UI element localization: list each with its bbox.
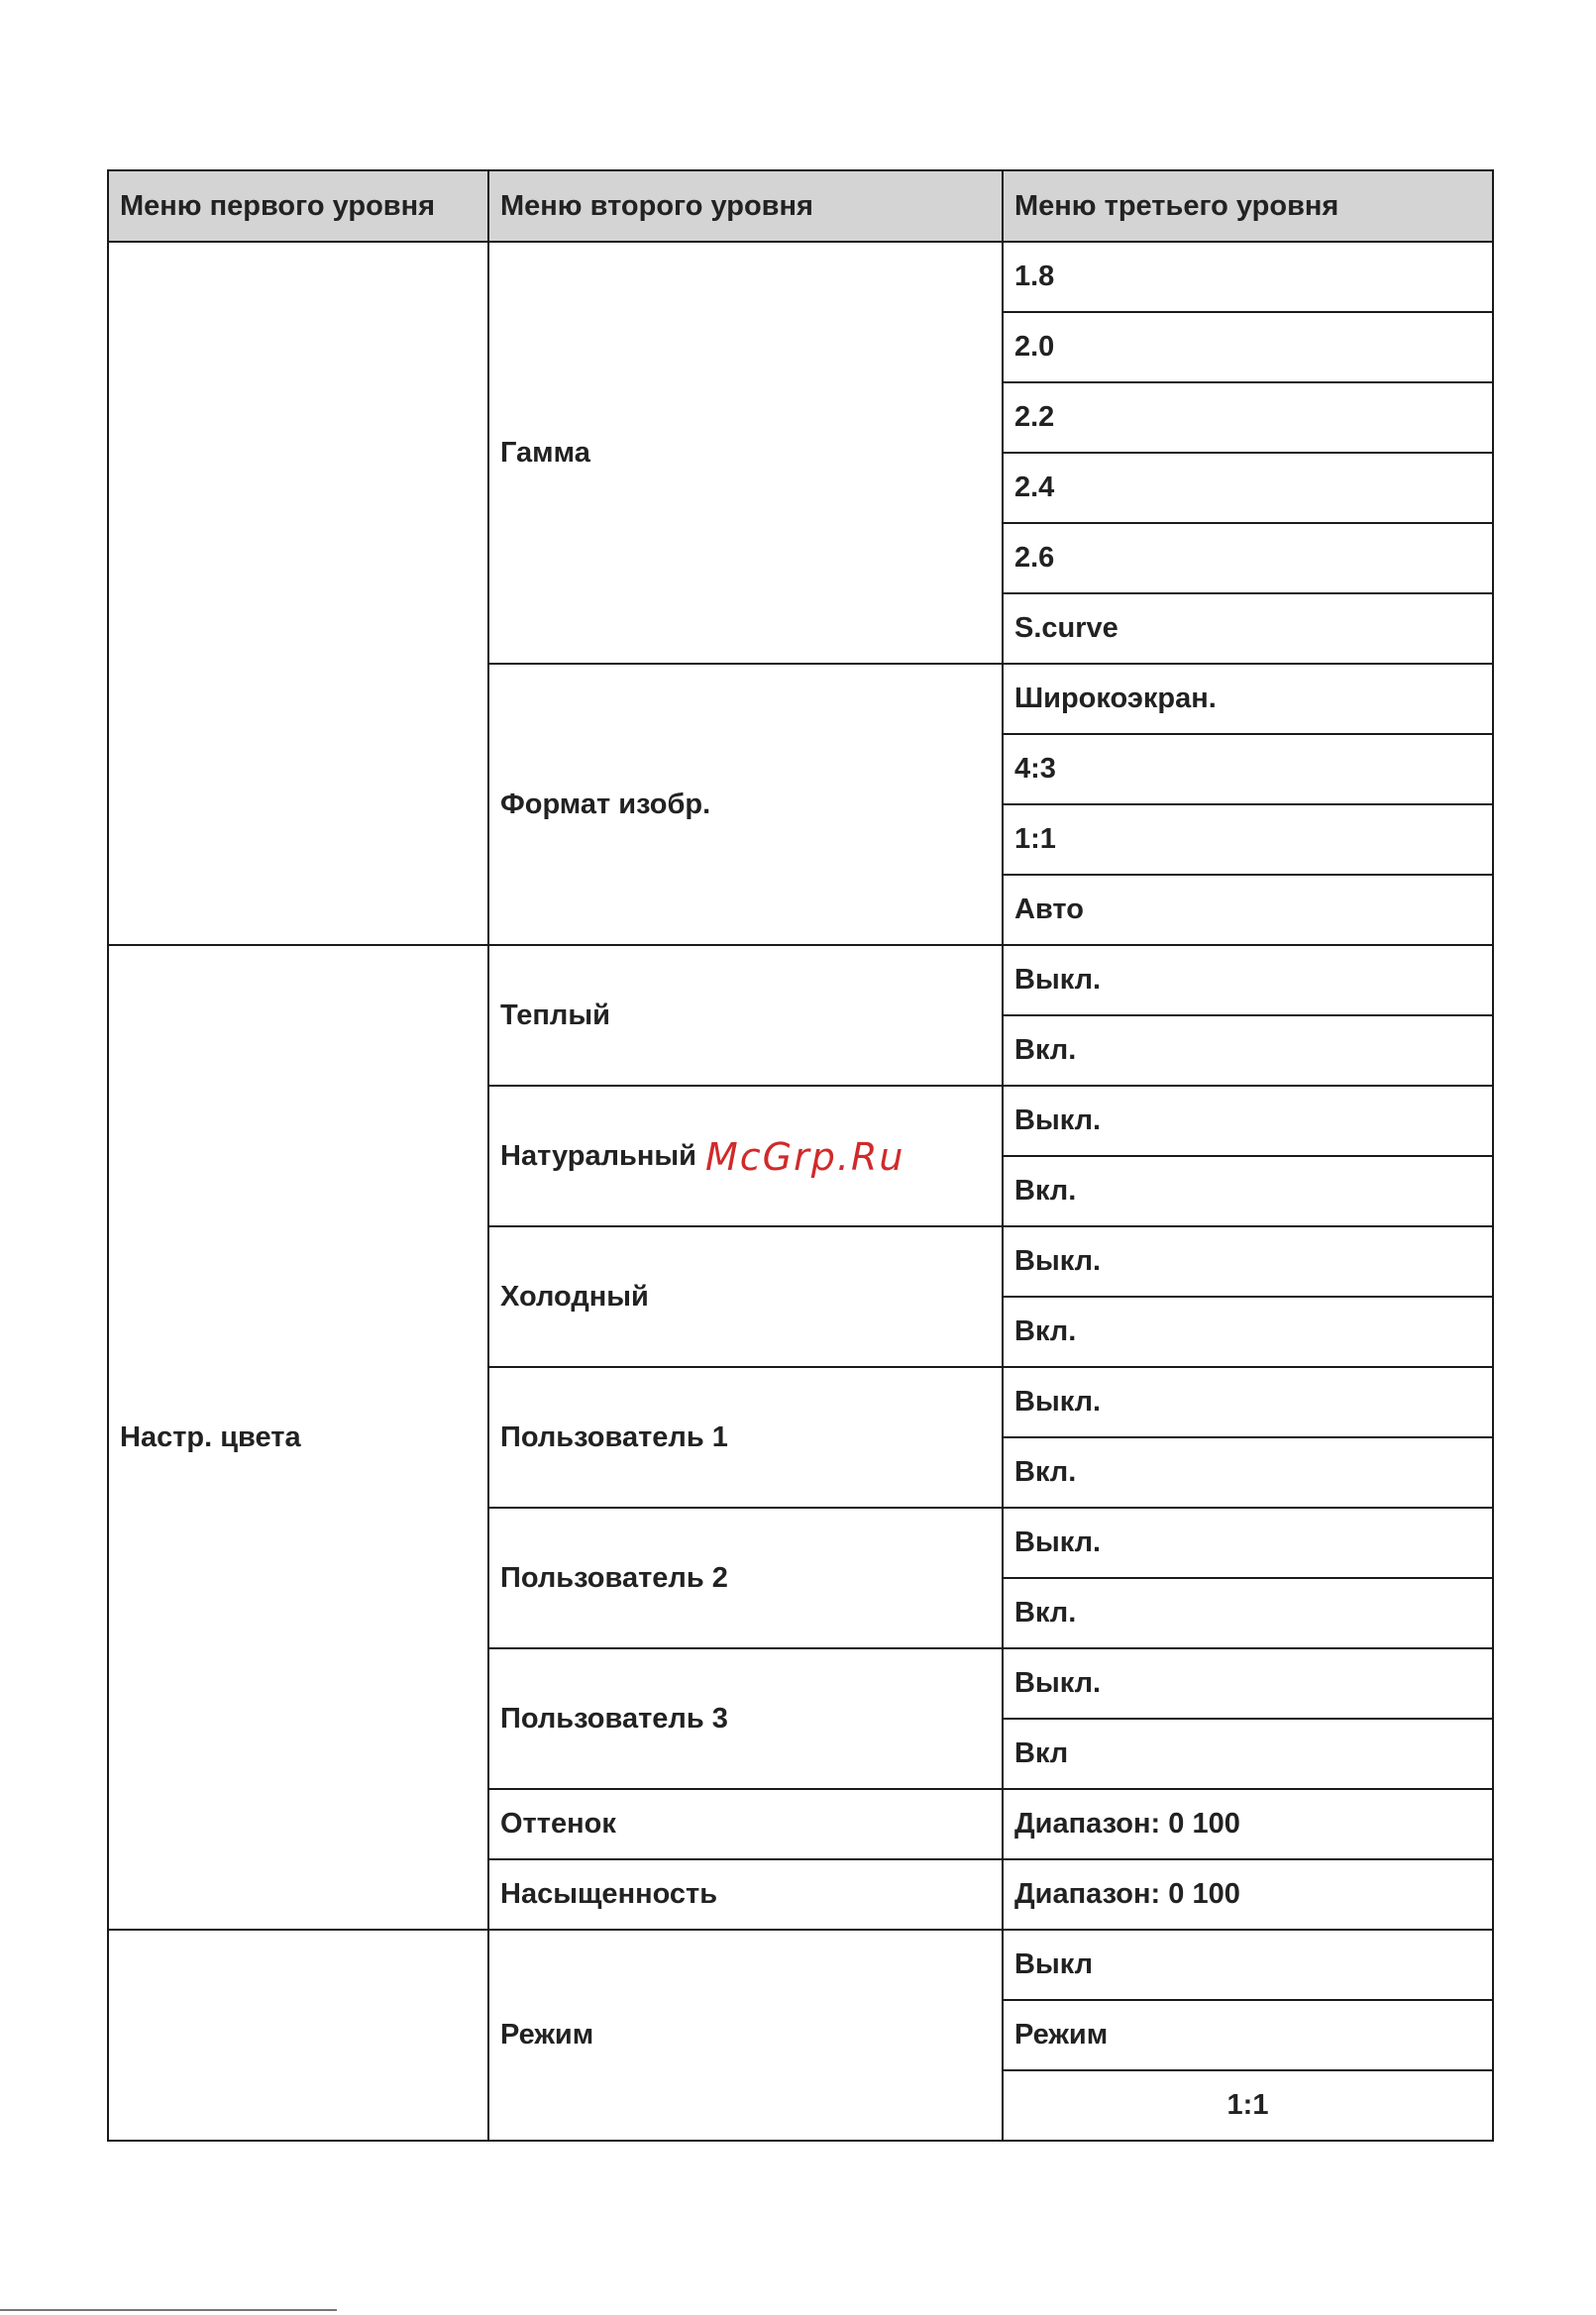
level3-cell: Вкл. <box>1003 1437 1493 1508</box>
level2-cell: Пользователь 2 <box>488 1508 1003 1648</box>
table-row <box>108 1930 1493 2000</box>
header-level1: Меню первого уровня <box>108 170 488 242</box>
level3-cell: Широкоэкран. <box>1003 664 1493 734</box>
header-level3: Меню третьего уровня <box>1003 170 1493 242</box>
level3-cell: Выкл. <box>1003 1367 1493 1437</box>
header-row <box>108 170 1493 242</box>
level3-cell: 2.6 <box>1003 523 1493 593</box>
level3-cell: 1:1 <box>1003 2070 1493 2141</box>
level2-cell: Формат изобр. <box>488 664 1003 945</box>
level2-cell: Пользователь 1 <box>488 1367 1003 1508</box>
level2-cell: Теплый <box>488 945 1003 1086</box>
level2-cell: Холодный <box>488 1226 1003 1367</box>
level3-cell: 1.8 <box>1003 242 1493 312</box>
level3-cell: Диапазон: 0 100 <box>1003 1859 1493 1930</box>
header-level2: Меню второго уровня <box>488 170 1003 242</box>
level3-cell: Выкл. <box>1003 1508 1493 1578</box>
level1-cell: Настр. цвета <box>108 945 488 1930</box>
level2-cell: Режим <box>488 1930 1003 2141</box>
level3-cell: Режим <box>1003 2000 1493 2070</box>
level3-cell: Выкл. <box>1003 945 1493 1015</box>
level3-cell: Выкл. <box>1003 1648 1493 1719</box>
level3-cell: Выкл. <box>1003 1226 1493 1297</box>
level2-cell: Гамма <box>488 242 1003 664</box>
table-row <box>108 945 1493 1015</box>
level2-cell: Натуральный <box>488 1086 1003 1226</box>
level1-cell <box>108 242 488 945</box>
level3-cell: Диапазон: 0 100 <box>1003 1789 1493 1859</box>
level3-cell: 2.4 <box>1003 453 1493 523</box>
level2-cell: Насыщенность <box>488 1859 1003 1930</box>
footer-divider <box>0 2309 337 2311</box>
level2-cell: Оттенок <box>488 1789 1003 1859</box>
level3-cell: 2.0 <box>1003 312 1493 382</box>
level3-cell: Выкл. <box>1003 1086 1493 1156</box>
level3-cell: Вкл. <box>1003 1015 1493 1086</box>
level3-cell: 4:3 <box>1003 734 1493 804</box>
level3-cell: S.curve <box>1003 593 1493 664</box>
level3-cell: 1:1 <box>1003 804 1493 875</box>
level3-cell: Авто <box>1003 875 1493 945</box>
level3-cell: Вкл. <box>1003 1156 1493 1226</box>
level3-cell: Выкл <box>1003 1930 1493 2000</box>
level3-cell: Вкл <box>1003 1719 1493 1789</box>
level3-cell: Вкл. <box>1003 1578 1493 1648</box>
level3-cell: 2.2 <box>1003 382 1493 453</box>
table-row <box>108 242 1493 312</box>
level1-cell <box>108 1930 488 2141</box>
level3-cell: Вкл. <box>1003 1297 1493 1367</box>
level2-cell: Пользователь 3 <box>488 1648 1003 1789</box>
watermark-text: McGrp.Ru <box>705 1135 905 1179</box>
